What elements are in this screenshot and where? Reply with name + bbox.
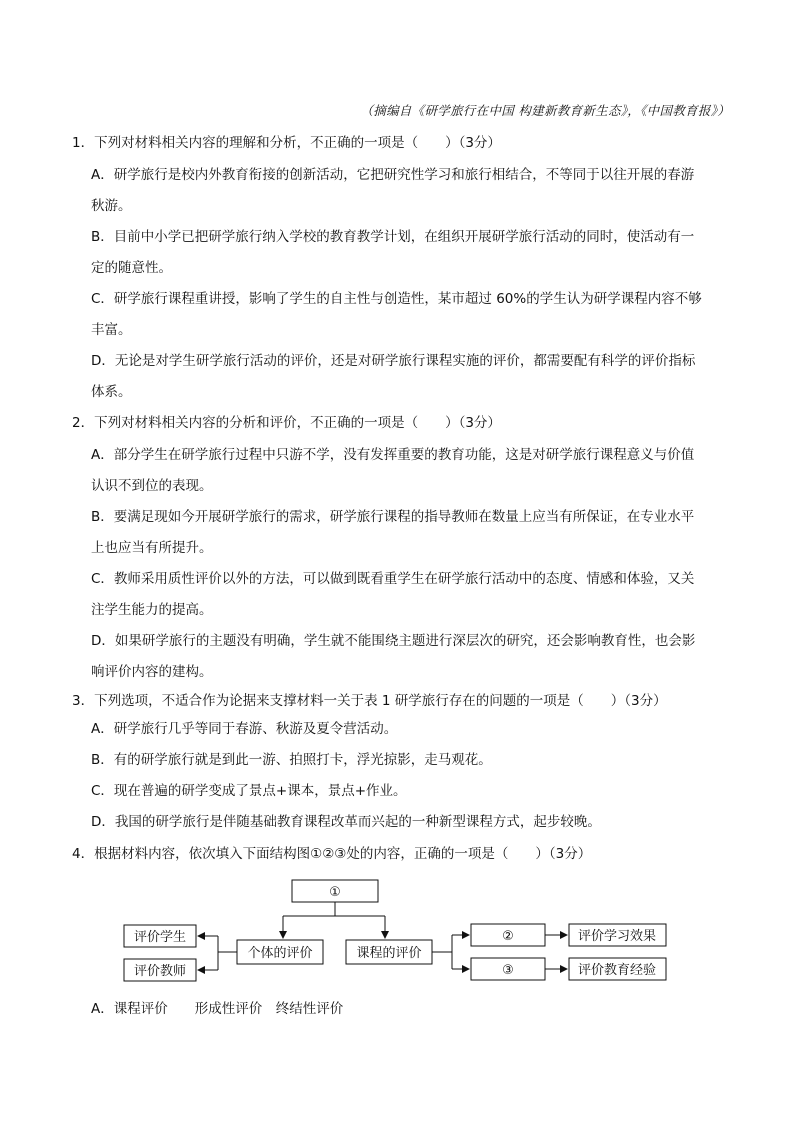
diagram-label-right-top: 评价学习效果 <box>577 929 657 944</box>
source-citation: （摘编自《研学旅行在中国 构建新教育新生态》，《中国教育报》） <box>360 103 730 118</box>
question-2-option-d: D．如果研学旅行的主题没有明确，学生就不能围绕主题进行深层次的研究，还会影响教育性，也会影 <box>91 633 696 649</box>
question-2-option-b-cont: 上也应当有所提升。 <box>91 540 213 556</box>
question-1-option-a: A．研学旅行是校内外教育衔接的创新活动，它把研究性学习和旅行相结合，不等同于以往开展的春游 <box>91 167 695 183</box>
question-3-option-d: D．我国的研学旅行是伴随基础教育课程改革而兴起的一种新型课程方式，起步较晚。 <box>91 814 601 830</box>
question-1-option-b: B．目前中小学已把研学旅行纳入学校的教育教学计划，在组织开展研学旅行活动的同时，使活动有一 <box>91 229 695 245</box>
question-1-option-d: D．无论是对学生研学旅行活动的评价，还是对研学旅行课程实施的评价，都需要配有科学的评价指标 <box>91 353 696 369</box>
diagram-label-right-bottom: 评价教育经验 <box>577 963 657 978</box>
diagram-label-top: ① <box>329 885 341 900</box>
diagram-label-left-bottom: 评价教师 <box>133 964 187 979</box>
diagram-label-mid-top: ② <box>502 929 514 944</box>
question-2-option-b: B．要满足现如今开展研学旅行的需求，研学旅行课程的指导教师在数量上应当有所保证，在专业水平 <box>91 509 695 525</box>
question-2-option-c: C．教师采用质性评价以外的方法，可以做到既看重学生在研学旅行活动中的态度、情感和体验，又关 <box>91 571 695 587</box>
question-3: 3．下列选项，不适合作为论据来支撑材料一关于表 1 研学旅行存在的问题的一项是（ ）（3分） <box>72 693 667 709</box>
question-1-option-b-cont: 定的随意性。 <box>91 260 172 276</box>
question-1-option-a-cont: 秋游。 <box>91 198 132 214</box>
structure-diagram <box>118 872 678 992</box>
diagram-label-individual: 个体的评价 <box>247 946 313 961</box>
question-4: 4．根据材料内容，依次填入下面结构图①②③处的内容，正确的一项是（ ）（3分） <box>72 846 592 862</box>
question-3-option-a: A．研学旅行几乎等同于春游、秋游及夏令营活动。 <box>91 721 398 737</box>
diagram-label-mid-bottom: ③ <box>502 963 514 978</box>
diagram-label-course: 课程的评价 <box>356 946 422 961</box>
question-4-option-a: A．课程评价 形成性评价 终结性评价 <box>91 1001 344 1017</box>
question-1: 1．下列对材料相关内容的理解和分析，不正确的一项是（ ）（3分） <box>72 135 501 151</box>
diagram-label-left-top: 评价学生 <box>133 930 187 945</box>
question-3-option-b: B．有的研学旅行就是到此一游、拍照打卡，浮光掠影，走马观花。 <box>91 752 492 768</box>
question-1-option-c: C．研学旅行课程重讲授，影响了学生的自主性与创造性，某市超过 60%的学生认为研学课程内容不够 <box>91 291 702 307</box>
question-2-option-c-cont: 注学生能力的提高。 <box>91 602 213 618</box>
question-1-option-d-cont: 体系。 <box>91 384 132 400</box>
question-1-option-c-cont: 丰富。 <box>91 322 132 338</box>
question-2-option-d-cont: 响评价内容的建构。 <box>91 664 213 680</box>
question-3-option-c: C．现在普遍的研学变成了景点+课本，景点+作业。 <box>91 783 407 799</box>
question-2-option-a: A．部分学生在研学旅行过程中只游不学，没有发挥重要的教育功能，这是对研学旅行课程意义与价值 <box>91 447 695 463</box>
question-2: 2．下列对材料相关内容的分析和评价，不正确的一项是（ ）（3分） <box>72 415 501 431</box>
question-2-option-a-cont: 认识不到位的表现。 <box>91 478 213 494</box>
